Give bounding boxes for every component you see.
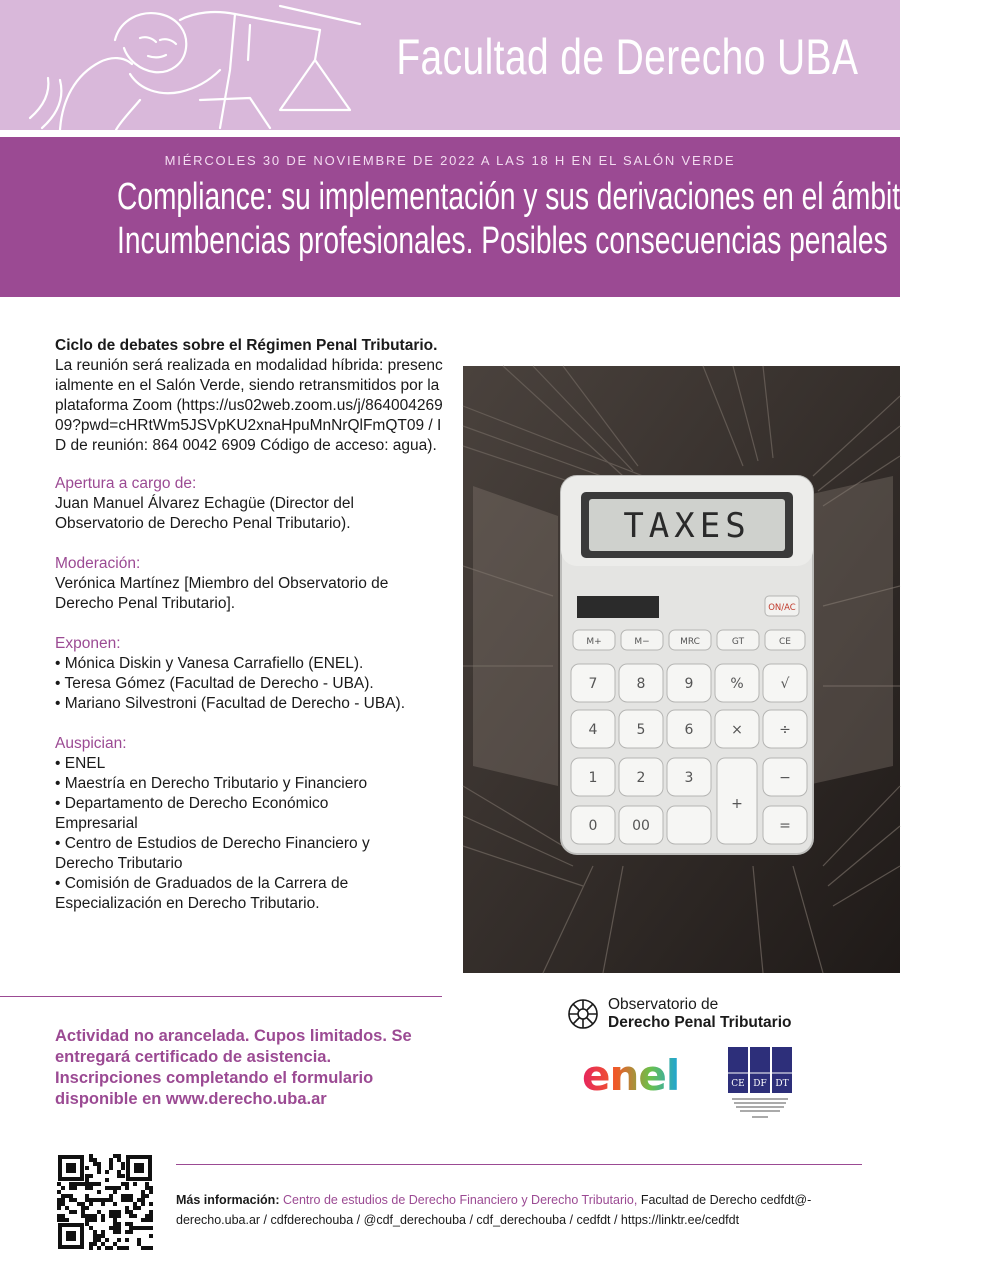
key-label: √ <box>780 676 790 692</box>
cedf-logo <box>726 1045 794 1125</box>
opening-label: Apertura a cargo de: <box>55 475 197 492</box>
key-label: 3 <box>684 770 694 786</box>
qr-code[interactable] <box>57 1154 153 1250</box>
list-item: • Maestría en Derecho Tributario y Financiero <box>55 775 368 792</box>
key-label: × <box>731 722 743 738</box>
key-label: 5 <box>636 722 646 738</box>
key-label: + <box>731 796 743 812</box>
key-label: = <box>779 818 791 834</box>
cedf-box-df: DF <box>753 1079 767 1089</box>
observatorio-line2: Derecho Penal Tributario <box>608 1014 792 1031</box>
key-label: 6 <box>684 722 694 738</box>
list-item: • Teresa Gómez (Facultad de Derecho - UBA). <box>55 675 374 692</box>
list-item: • Departamento de Derecho Económico Empresarial <box>55 795 329 832</box>
event-details <box>55 336 445 914</box>
list-item: • Centro de Estudios de Derecho Financiero y Derecho Tributario <box>55 835 370 872</box>
key-label: M− <box>634 637 650 647</box>
opening-text: Juan Manuel Álvarez Echagüe (Director del Observatorio de Derecho Penal Tributario). <box>55 495 354 532</box>
list-item: • ENEL <box>55 755 106 772</box>
justice-illustration <box>20 0 380 130</box>
moderation-text: Verónica Martínez [Miembro del Observatorio de Derecho Penal Tributario]. <box>55 575 389 612</box>
key-label: MRC <box>680 637 700 647</box>
footer-link[interactable]: Centro de estudios de Derecho Financiero y Derecho Tributario, <box>282 1193 638 1207</box>
calculator-illustration <box>463 366 900 973</box>
key-label: 1 <box>588 770 598 786</box>
list-item: • Mariano Silvestroni (Facultad de Derecho - UBA). <box>55 695 406 712</box>
key-label: 0 <box>588 818 598 834</box>
event-date: MIÉRCOLES 30 DE NOVIEMBRE DE 2022 A LAS 18 H EN EL SALÓN VERDE <box>164 153 736 168</box>
faculty-title: Facultad de Derecho UBA <box>395 29 858 85</box>
list-item: • Comisión de Graduados de la Carrera de Especialización en Derecho Tributario. <box>55 875 349 912</box>
observatorio-line1: Observatorio de <box>608 996 719 1013</box>
sponsors-list <box>55 754 385 914</box>
speakers-list <box>55 654 445 714</box>
on-ac-key-label: ON/AC <box>768 603 796 613</box>
key-label: GT <box>731 637 745 647</box>
cedf-box-ce: CE <box>731 1079 745 1089</box>
footer-divider <box>176 1164 862 1165</box>
observatorio-emblem-icon <box>566 997 600 1031</box>
footer-contacts: Facultad de Derecho cedfdt@-derecho.uba.ar / cdfderechouba / @cdf_derechouba / cdf_derechouba / cedfdt / https://linktr.ee/cedfdt <box>176 1193 812 1227</box>
key-label: 7 <box>588 676 598 692</box>
footer-label: Más información: <box>176 1193 280 1207</box>
event-band <box>0 137 995 297</box>
enel-wordmark: enel <box>582 1051 680 1100</box>
calculator-display-text: TAXES <box>623 506 751 546</box>
key-label: % <box>730 676 744 692</box>
registration-notice: Actividad no arancelada. Cupos limitados. Se entregará certificado de asistencia. Inscripciones completando el formulario disponible en www.derecho.uba.ar <box>55 1027 412 1108</box>
observatorio-logo <box>566 994 866 1034</box>
key-label: 4 <box>588 722 598 738</box>
key-label: 2 <box>636 770 646 786</box>
header-banner <box>0 0 900 130</box>
event-title-line1: Compliance: su implementación y sus derivaciones en el ámbito fiscal. <box>117 176 995 218</box>
intro-heading: Ciclo de debates sobre el Régimen Penal Tributario. <box>55 337 438 354</box>
calculator-photo <box>463 366 900 973</box>
enel-logo <box>580 1050 700 1100</box>
moderation-label: Moderación: <box>55 555 141 572</box>
key-label: CE <box>779 637 791 647</box>
cedf-box-dt: DT <box>775 1079 789 1089</box>
intro-body: La reunión será realizada en modalidad híbrida: presencialmente en el Salón Verde, siendo retransmitidos por la plataforma Zoom (https://us02web.zoom.us/j/86400426909?pwd=cHRtWm5JSVpKU2xnaHpuMnNrQlFmQT09 / ID de reunión: 864 0042 6909 Código de acceso: agua). <box>55 357 443 454</box>
list-item: • Mónica Diskin y Vanesa Carrafiello (ENEL). <box>55 655 364 672</box>
speakers-label: Exponen: <box>55 635 121 652</box>
event-title <box>117 175 995 263</box>
key-label: ÷ <box>779 722 791 738</box>
event-title-line2: Incumbencias profesionales. Posibles consecuencias penales <box>117 220 888 262</box>
key-label: − <box>779 770 791 786</box>
section-divider <box>0 996 442 997</box>
footer-info <box>176 1190 866 1230</box>
sponsors-label: Auspician: <box>55 735 127 752</box>
key-label: M+ <box>586 637 602 647</box>
key-label: 9 <box>684 676 694 692</box>
key-label: 00 <box>632 818 650 834</box>
key-label: 8 <box>636 676 646 692</box>
